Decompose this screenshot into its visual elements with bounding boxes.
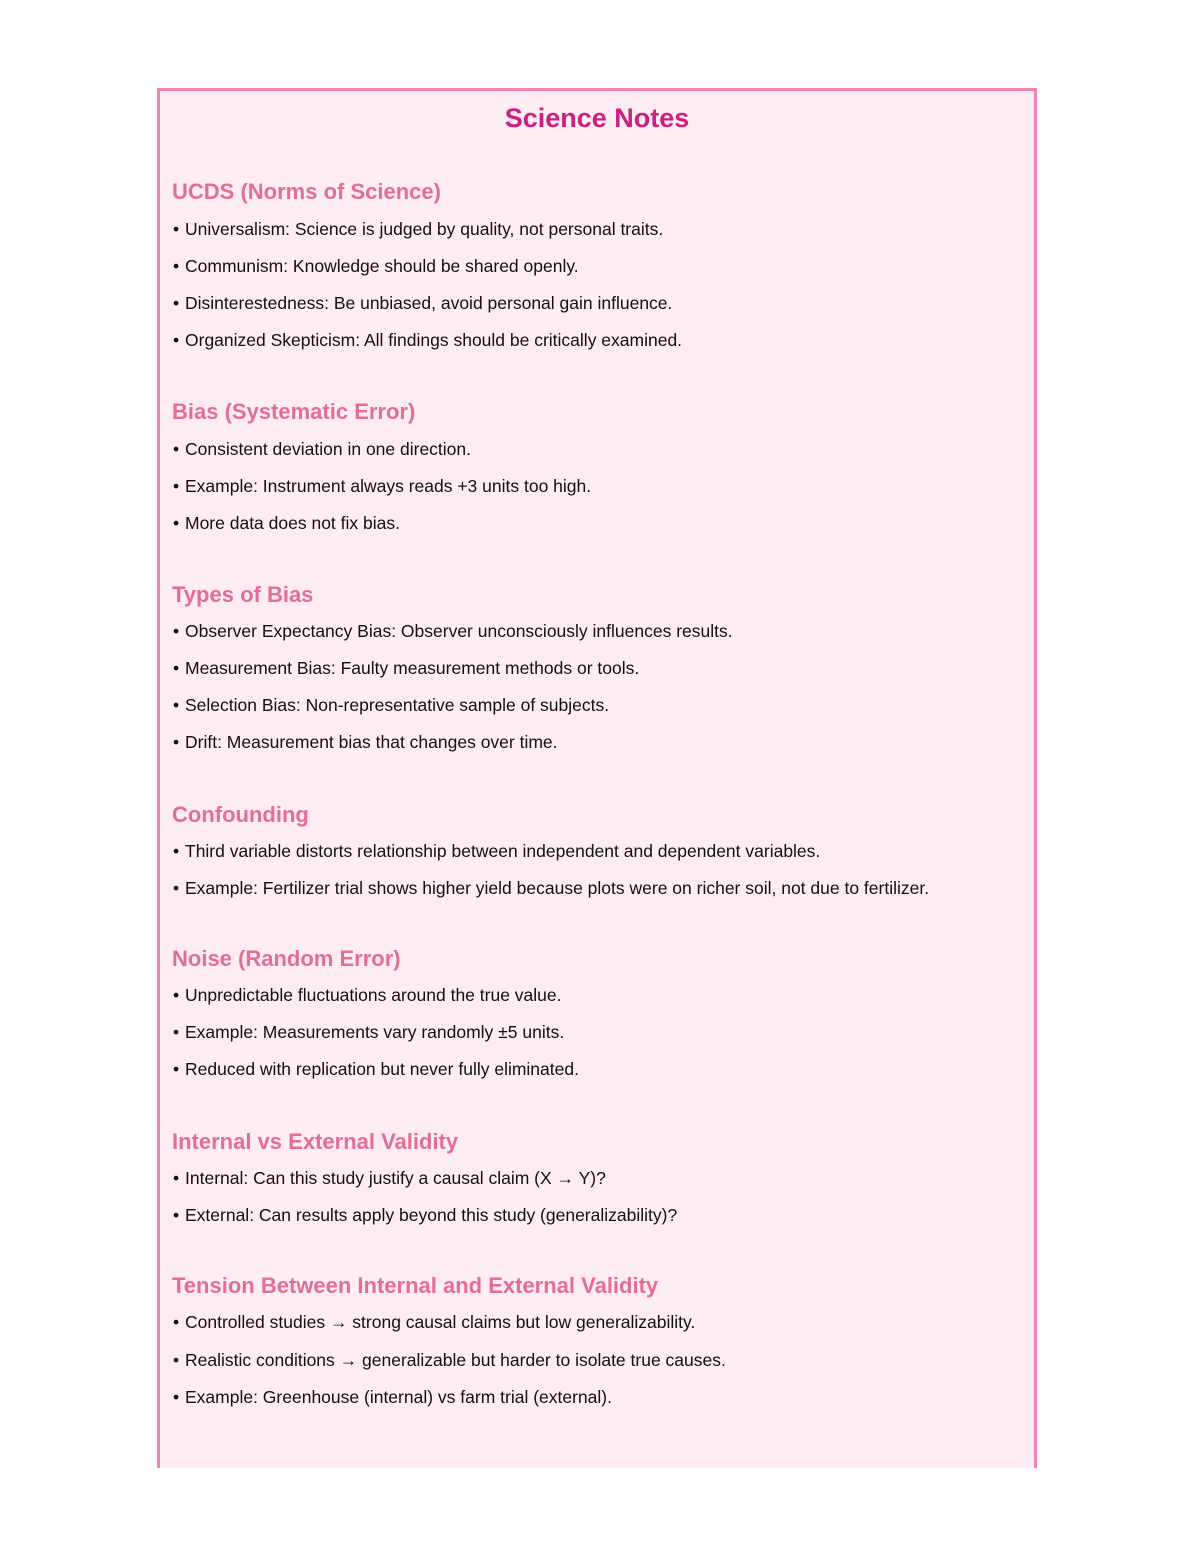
list-item: • Selection Bias: Non-representative sample of subjects. xyxy=(173,695,610,715)
section-heading-tension: Tension Between Internal and External Validity xyxy=(172,1273,659,1298)
section-heading-bias: Bias (Systematic Error) xyxy=(172,399,416,424)
list-item: • Example: Instrument always reads +3 units too high. xyxy=(173,476,592,496)
bullet-icon: • xyxy=(173,293,180,313)
list-item: • Drift: Measurement bias that changes over time. xyxy=(173,732,558,752)
bullet-icon: • xyxy=(173,439,180,459)
bullet-icon: • xyxy=(173,1387,180,1407)
section-heading-noise: Noise (Random Error) xyxy=(172,946,401,971)
bullet-icon: • xyxy=(173,219,180,239)
bullet-icon: • xyxy=(173,476,180,496)
bullet-icon: • xyxy=(173,330,180,350)
bullet-icon: • xyxy=(173,256,180,276)
bullet-icon: • xyxy=(173,1350,180,1370)
list-item: • More data does not fix bias. xyxy=(173,513,400,533)
list-item: • Internal: Can this study justify a causal claim (X → Y)? xyxy=(173,1168,606,1188)
list-item: • Controlled studies → strong causal claims but low generalizability. xyxy=(173,1312,696,1332)
bullet-icon: • xyxy=(173,658,180,678)
bullet-icon: • xyxy=(173,985,180,1005)
bullet-icon: • xyxy=(173,732,180,752)
bullet-icon: • xyxy=(173,513,180,533)
list-item: • External: Can results apply beyond this study (generalizability)? xyxy=(173,1205,678,1225)
list-item: • Communism: Knowledge should be shared openly. xyxy=(173,256,579,276)
section-heading-types-of-bias: Types of Bias xyxy=(172,582,314,607)
bullet-icon: • xyxy=(173,1059,180,1079)
list-item: • Organized Skepticism: All findings should be critically examined. xyxy=(173,330,683,350)
list-item: • Consistent deviation in one direction. xyxy=(173,439,472,459)
list-item: • Third variable distorts relationship between independent and dependent variables. xyxy=(173,841,821,861)
list-item: • Example: Fertilizer trial shows higher yield because plots were on richer soil, not due to fertilizer. xyxy=(173,878,930,898)
list-item: • Example: Greenhouse (internal) vs farm trial (external). xyxy=(173,1387,612,1407)
list-item: • Universalism: Science is judged by quality, not personal traits. xyxy=(173,219,664,239)
notes-card xyxy=(157,88,1037,1468)
list-item: • Reduced with replication but never fully eliminated. xyxy=(173,1059,579,1079)
bullet-icon: • xyxy=(173,878,180,898)
bullet-icon: • xyxy=(173,1312,180,1332)
list-item: • Measurement Bias: Faulty measurement methods or tools. xyxy=(173,658,640,678)
list-item: • Observer Expectancy Bias: Observer unconsciously influences results. xyxy=(173,621,733,641)
bullet-icon: • xyxy=(173,695,180,715)
list-item: • Unpredictable fluctuations around the true value. xyxy=(173,985,562,1005)
list-item: • Realistic conditions → generalizable but harder to isolate true causes. xyxy=(173,1350,726,1370)
bullet-icon: • xyxy=(173,621,180,641)
bullet-icon: • xyxy=(173,1168,180,1188)
section-heading-ucds: UCDS (Norms of Science) xyxy=(172,179,441,204)
list-item: • Disinterestedness: Be unbiased, avoid personal gain influence. xyxy=(173,293,673,313)
page-title: Science Notes xyxy=(504,103,690,133)
bullet-icon: • xyxy=(173,841,180,861)
list-item: • Example: Measurements vary randomly ±5 units. xyxy=(173,1022,565,1042)
bullet-icon: • xyxy=(173,1022,180,1042)
section-heading-validity: Internal vs External Validity xyxy=(172,1129,459,1154)
section-heading-confounding: Confounding xyxy=(172,802,309,827)
bullet-icon: • xyxy=(173,1205,180,1225)
